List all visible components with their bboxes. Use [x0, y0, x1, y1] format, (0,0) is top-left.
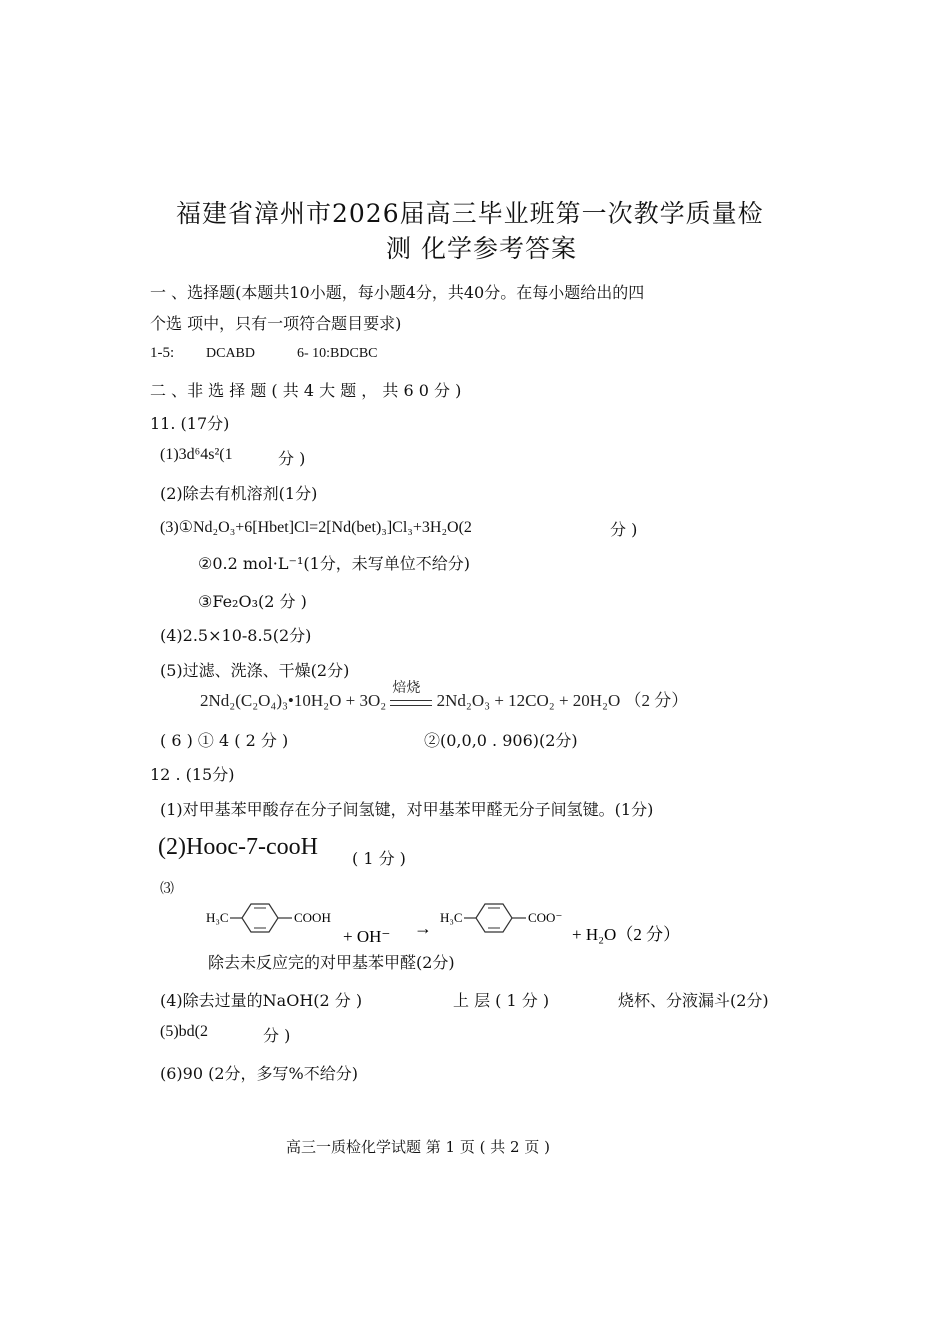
q12-part1: (1)对甲基苯甲酸存在分子间氢键，对甲基苯甲醛无分子间氢键。(1分)	[160, 800, 654, 819]
page-footer: 高三一质检化学试题 第 1 页 ( 共 2 页 )	[286, 1138, 550, 1156]
equation-condition	[390, 680, 432, 706]
answers-1-5-label: 1-5:	[150, 345, 175, 361]
product-methyl-label: H₃C	[440, 910, 463, 925]
double-bar	[390, 700, 432, 706]
q12-part4-apparatus: 烧杯、分液漏斗(2分)	[618, 991, 769, 1010]
q12-part3-note: 除去未反应完的对甲基苯甲醛(2分)	[208, 953, 455, 972]
reaction-arrow-icon: →	[414, 918, 432, 938]
q11-part2: (2)除去有机溶剂(1分)	[160, 484, 318, 503]
q11-part1-score: 分 )	[278, 449, 306, 468]
q12-part4-reason: (4)除去过量的NaOH(2 分 )	[160, 991, 363, 1010]
q12-part6: (6)90 (2分，多写%不给分)	[160, 1064, 358, 1083]
page-title-line-1: 福建省漳州市2026届高三毕业班第一次教学质量检	[176, 199, 764, 228]
equation-products: 2Nd₂O₃ + 12CO₂ + 20H₂O	[436, 691, 621, 710]
q12-part3-label: ⑶	[160, 881, 174, 897]
q12-part5-answer: (5)bd(2	[160, 1023, 208, 1040]
reactant-carboxyl-label: COOH	[294, 910, 331, 925]
plus-hydroxide: + OH⁻	[343, 927, 391, 946]
q11-part3-product: ③Fe₂O₃(2 分 )	[198, 592, 307, 611]
q11-header: 11. (17分)	[150, 414, 230, 433]
plus-water-score: + H₂O（2 分）	[572, 925, 681, 944]
q12-part5-score: 分 )	[263, 1026, 291, 1045]
page-title-line-2: 测 化学参考答案	[386, 234, 577, 263]
answers-6-10: 6- 10:BDCBC	[297, 346, 378, 361]
q11-part3-concentration: ②0.2 mol·L⁻¹(1分，未写单位不给分)	[198, 554, 471, 573]
section-2-heading: 二 、非 选 择 题 ( 共 4 大 题 ， 共 6 0 分 )	[150, 381, 462, 400]
reactant-methyl-label: H₃C	[206, 910, 229, 925]
q11-part1-answer: (1)3d⁶4s²(1	[160, 446, 233, 463]
q12-part2-answer: (2)Hooc-7-cooH	[158, 834, 318, 860]
section-1-heading-cont: 个选 项中，只有一项符合题目要求)	[150, 314, 402, 333]
q12-reaction-scheme	[200, 898, 690, 950]
q11-calcination-equation	[200, 680, 689, 711]
q11-part5: (5)过滤、洗涤、干燥(2分)	[160, 661, 350, 680]
section-1-heading: 一 、选择题(本题共10小题，每小题4分，共40分。在每小题给出的四	[150, 283, 645, 302]
q12-header: 12 . (15分)	[150, 765, 235, 784]
q12-part4-layer: 上 层 ( 1 分 )	[453, 991, 550, 1010]
q11-part6-coordinates: ②(0,0,0 . 906)(2分)	[424, 731, 578, 750]
q11-part6-first: ( 6 ) ① 4 ( 2 分 )	[160, 731, 289, 750]
q11-part3-score: 分 )	[610, 520, 638, 539]
answers-1-5: DCABD	[206, 346, 256, 361]
condition-label: 焙烧	[392, 680, 421, 696]
equation-score: （2 分）	[624, 691, 689, 710]
q11-part3-equation: (3)①Nd₂O₃+6[Hbet]Cl=2[Nd(bet)₃]Cl₃+3H₂O(2	[160, 519, 472, 536]
q11-part4: (4)2.5×10-8.5(2分)	[160, 626, 312, 645]
product-carboxylate-label: COO⁻	[528, 910, 563, 925]
q12-part2-score: ( 1 分 )	[352, 849, 406, 868]
equation-reactants: 2Nd₂(C₂O₄)₃•10H₂O + 3O₂	[200, 691, 387, 710]
